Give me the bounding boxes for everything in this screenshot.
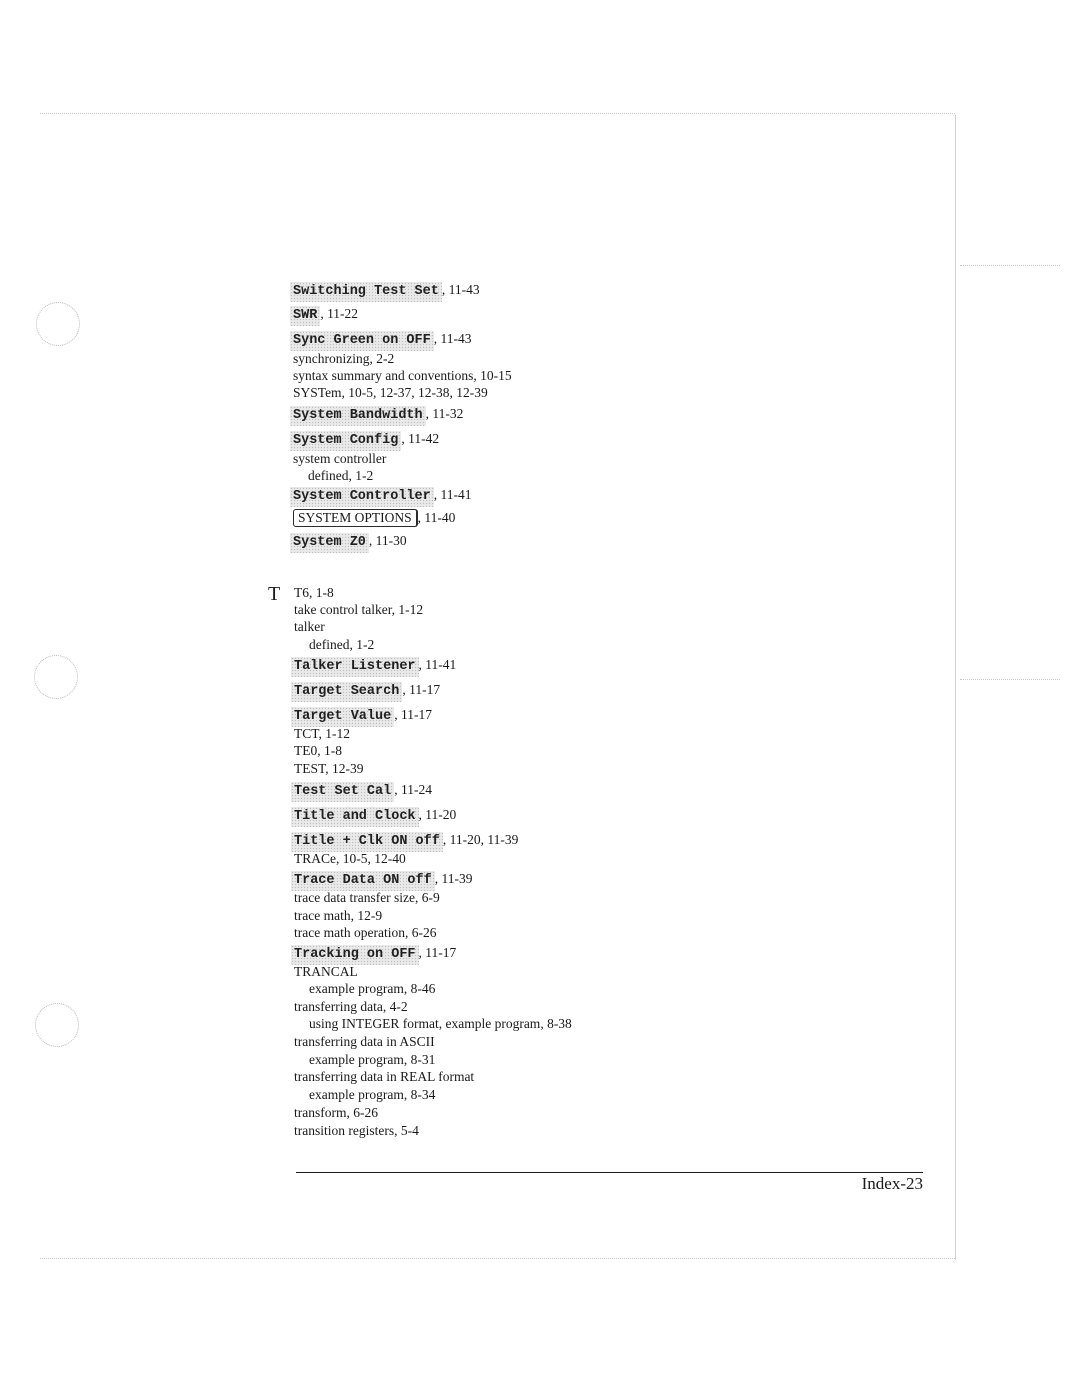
entry-text: TRACe, 10-5, 12-40 xyxy=(294,851,406,866)
scan-tab-line-1 xyxy=(960,265,1060,266)
index-entry xyxy=(294,779,814,801)
softkey-label: Tracking on OFF xyxy=(291,945,419,965)
entry-text: trace data transfer size, 6-9 xyxy=(294,890,440,905)
index-entry xyxy=(293,279,813,301)
index-entry xyxy=(293,467,828,484)
entry-text: T6, 1-8 xyxy=(294,585,334,600)
entry-text: , 11-17 xyxy=(418,945,457,960)
entry-text: , 11-17 xyxy=(402,682,441,697)
entry-text: trace math, 12-9 xyxy=(294,908,383,923)
index-entry xyxy=(294,998,814,1015)
softkey-label: Talker Listener xyxy=(291,657,419,677)
scan-edge-top xyxy=(40,113,955,114)
index-entry xyxy=(294,1122,814,1139)
entry-text: TEST, 12-39 xyxy=(294,761,364,776)
entry-text: , 11-32 xyxy=(425,406,464,421)
entry-text: transition registers, 5-4 xyxy=(294,1123,419,1138)
entry-text: , 11-43 xyxy=(441,282,480,297)
punch-hole-top xyxy=(36,302,80,346)
entry-text: SYSTem, 10-5, 12-37, 12-38, 12-39 xyxy=(293,385,488,400)
entry-text: synchronizing, 2-2 xyxy=(293,351,395,366)
entry-text: system controller xyxy=(293,451,387,466)
entry-text: TE0, 1-8 xyxy=(294,743,342,758)
index-entry xyxy=(294,829,814,851)
index-entry xyxy=(294,679,814,701)
index-entry xyxy=(294,942,814,964)
entry-text: TCT, 1-12 xyxy=(294,726,350,741)
entry-text: example program, 8-46 xyxy=(309,981,436,996)
entry-text: using INTEGER format, example program, 8-38 xyxy=(309,1016,572,1031)
index-entry xyxy=(294,1104,814,1121)
index-entry xyxy=(294,907,814,924)
scan-edge-right xyxy=(955,115,956,1260)
index-entry xyxy=(294,601,814,618)
index-entry xyxy=(294,868,814,890)
hardkey-label: SYSTEM OPTIONS xyxy=(293,509,418,527)
entry-text: , 11-40 xyxy=(417,510,456,525)
index-entry xyxy=(294,725,814,742)
scan-edge-bottom xyxy=(40,1258,955,1259)
entry-text: , 11-41 xyxy=(418,657,457,672)
index-entry xyxy=(294,654,814,676)
index-entry xyxy=(294,889,814,906)
softkey-label: System Bandwidth xyxy=(290,406,426,426)
index-entry xyxy=(294,804,814,826)
softkey-label: Target Search xyxy=(291,682,402,702)
entry-text: example program, 8-34 xyxy=(309,1087,436,1102)
index-entry xyxy=(294,1068,814,1085)
entry-text: , 11-17 xyxy=(394,707,432,722)
punch-hole-bottom xyxy=(35,1003,79,1047)
index-entry xyxy=(294,760,814,777)
index-entry xyxy=(294,636,829,653)
index-entry xyxy=(293,403,813,425)
softkey-label: Title + Clk ON off xyxy=(291,832,443,852)
scan-tab-line-2 xyxy=(960,679,1060,680)
softkey-label: Trace Data ON off xyxy=(291,871,435,891)
punch-hole-middle xyxy=(34,655,78,699)
entry-text: talker xyxy=(294,619,325,634)
index-entry xyxy=(294,742,814,759)
index-entry xyxy=(293,303,813,325)
entry-text: , 11-20, 11-39 xyxy=(442,832,519,847)
entry-text: transferring data in REAL format xyxy=(294,1069,475,1084)
entry-text: TRANCAL xyxy=(294,964,358,979)
entry-text: , 11-41 xyxy=(433,487,472,502)
index-entry xyxy=(294,1015,829,1032)
index-entry xyxy=(293,350,813,367)
index-entry xyxy=(294,1033,814,1050)
entry-text: transferring data, 4-2 xyxy=(294,999,408,1014)
index-entry xyxy=(294,1051,829,1068)
entry-text: transform, 6-26 xyxy=(294,1105,378,1120)
entry-text: , 11-43 xyxy=(433,331,472,346)
index-entry xyxy=(293,384,813,401)
softkey-label: Sync Green on OFF xyxy=(290,331,434,351)
entry-text: , 11-24 xyxy=(394,782,432,797)
index-entry xyxy=(293,450,813,467)
softkey-label: System Z0 xyxy=(290,533,369,553)
index-entry xyxy=(294,584,814,601)
softkey-label: System Config xyxy=(290,431,401,451)
index-entry xyxy=(294,963,814,980)
softkey-label: Target Value xyxy=(291,707,394,727)
softkey-label: Title and Clock xyxy=(291,807,419,827)
entry-text: defined, 1-2 xyxy=(308,468,374,483)
index-entry xyxy=(293,484,813,506)
index-entry xyxy=(294,924,814,941)
section-letter: T xyxy=(268,583,281,605)
index-entry xyxy=(293,428,813,450)
softkey-label: System Controller xyxy=(290,487,434,507)
entry-text: example program, 8-31 xyxy=(309,1052,436,1067)
entry-text: , 11-42 xyxy=(401,431,440,446)
entry-text: syntax summary and conventions, 10-15 xyxy=(293,368,512,383)
page-number: Index-23 xyxy=(861,1174,923,1193)
entry-text: take control talker, 1-12 xyxy=(294,602,424,617)
index-entry xyxy=(294,704,814,726)
entry-text: transferring data in ASCII xyxy=(294,1034,435,1049)
index-entry xyxy=(294,1086,829,1103)
index-entry xyxy=(294,850,814,867)
entry-text: defined, 1-2 xyxy=(309,637,375,652)
entry-text: , 11-22 xyxy=(320,306,359,321)
entry-text: , 11-39 xyxy=(434,871,473,886)
entry-text: , 11-20 xyxy=(418,807,457,822)
index-entry xyxy=(294,618,814,635)
softkey-label: Switching Test Set xyxy=(290,282,442,302)
softkey-label: Test Set Cal xyxy=(291,782,394,802)
index-entry xyxy=(293,367,813,384)
entry-text: trace math operation, 6-26 xyxy=(294,925,437,940)
index-entry xyxy=(293,507,813,529)
softkey-label: SWR xyxy=(290,306,320,326)
index-entry xyxy=(293,328,813,350)
index-entry xyxy=(294,980,829,997)
index-entry xyxy=(293,530,813,552)
footer-rule xyxy=(296,1172,923,1173)
entry-text: , 11-30 xyxy=(368,533,407,548)
